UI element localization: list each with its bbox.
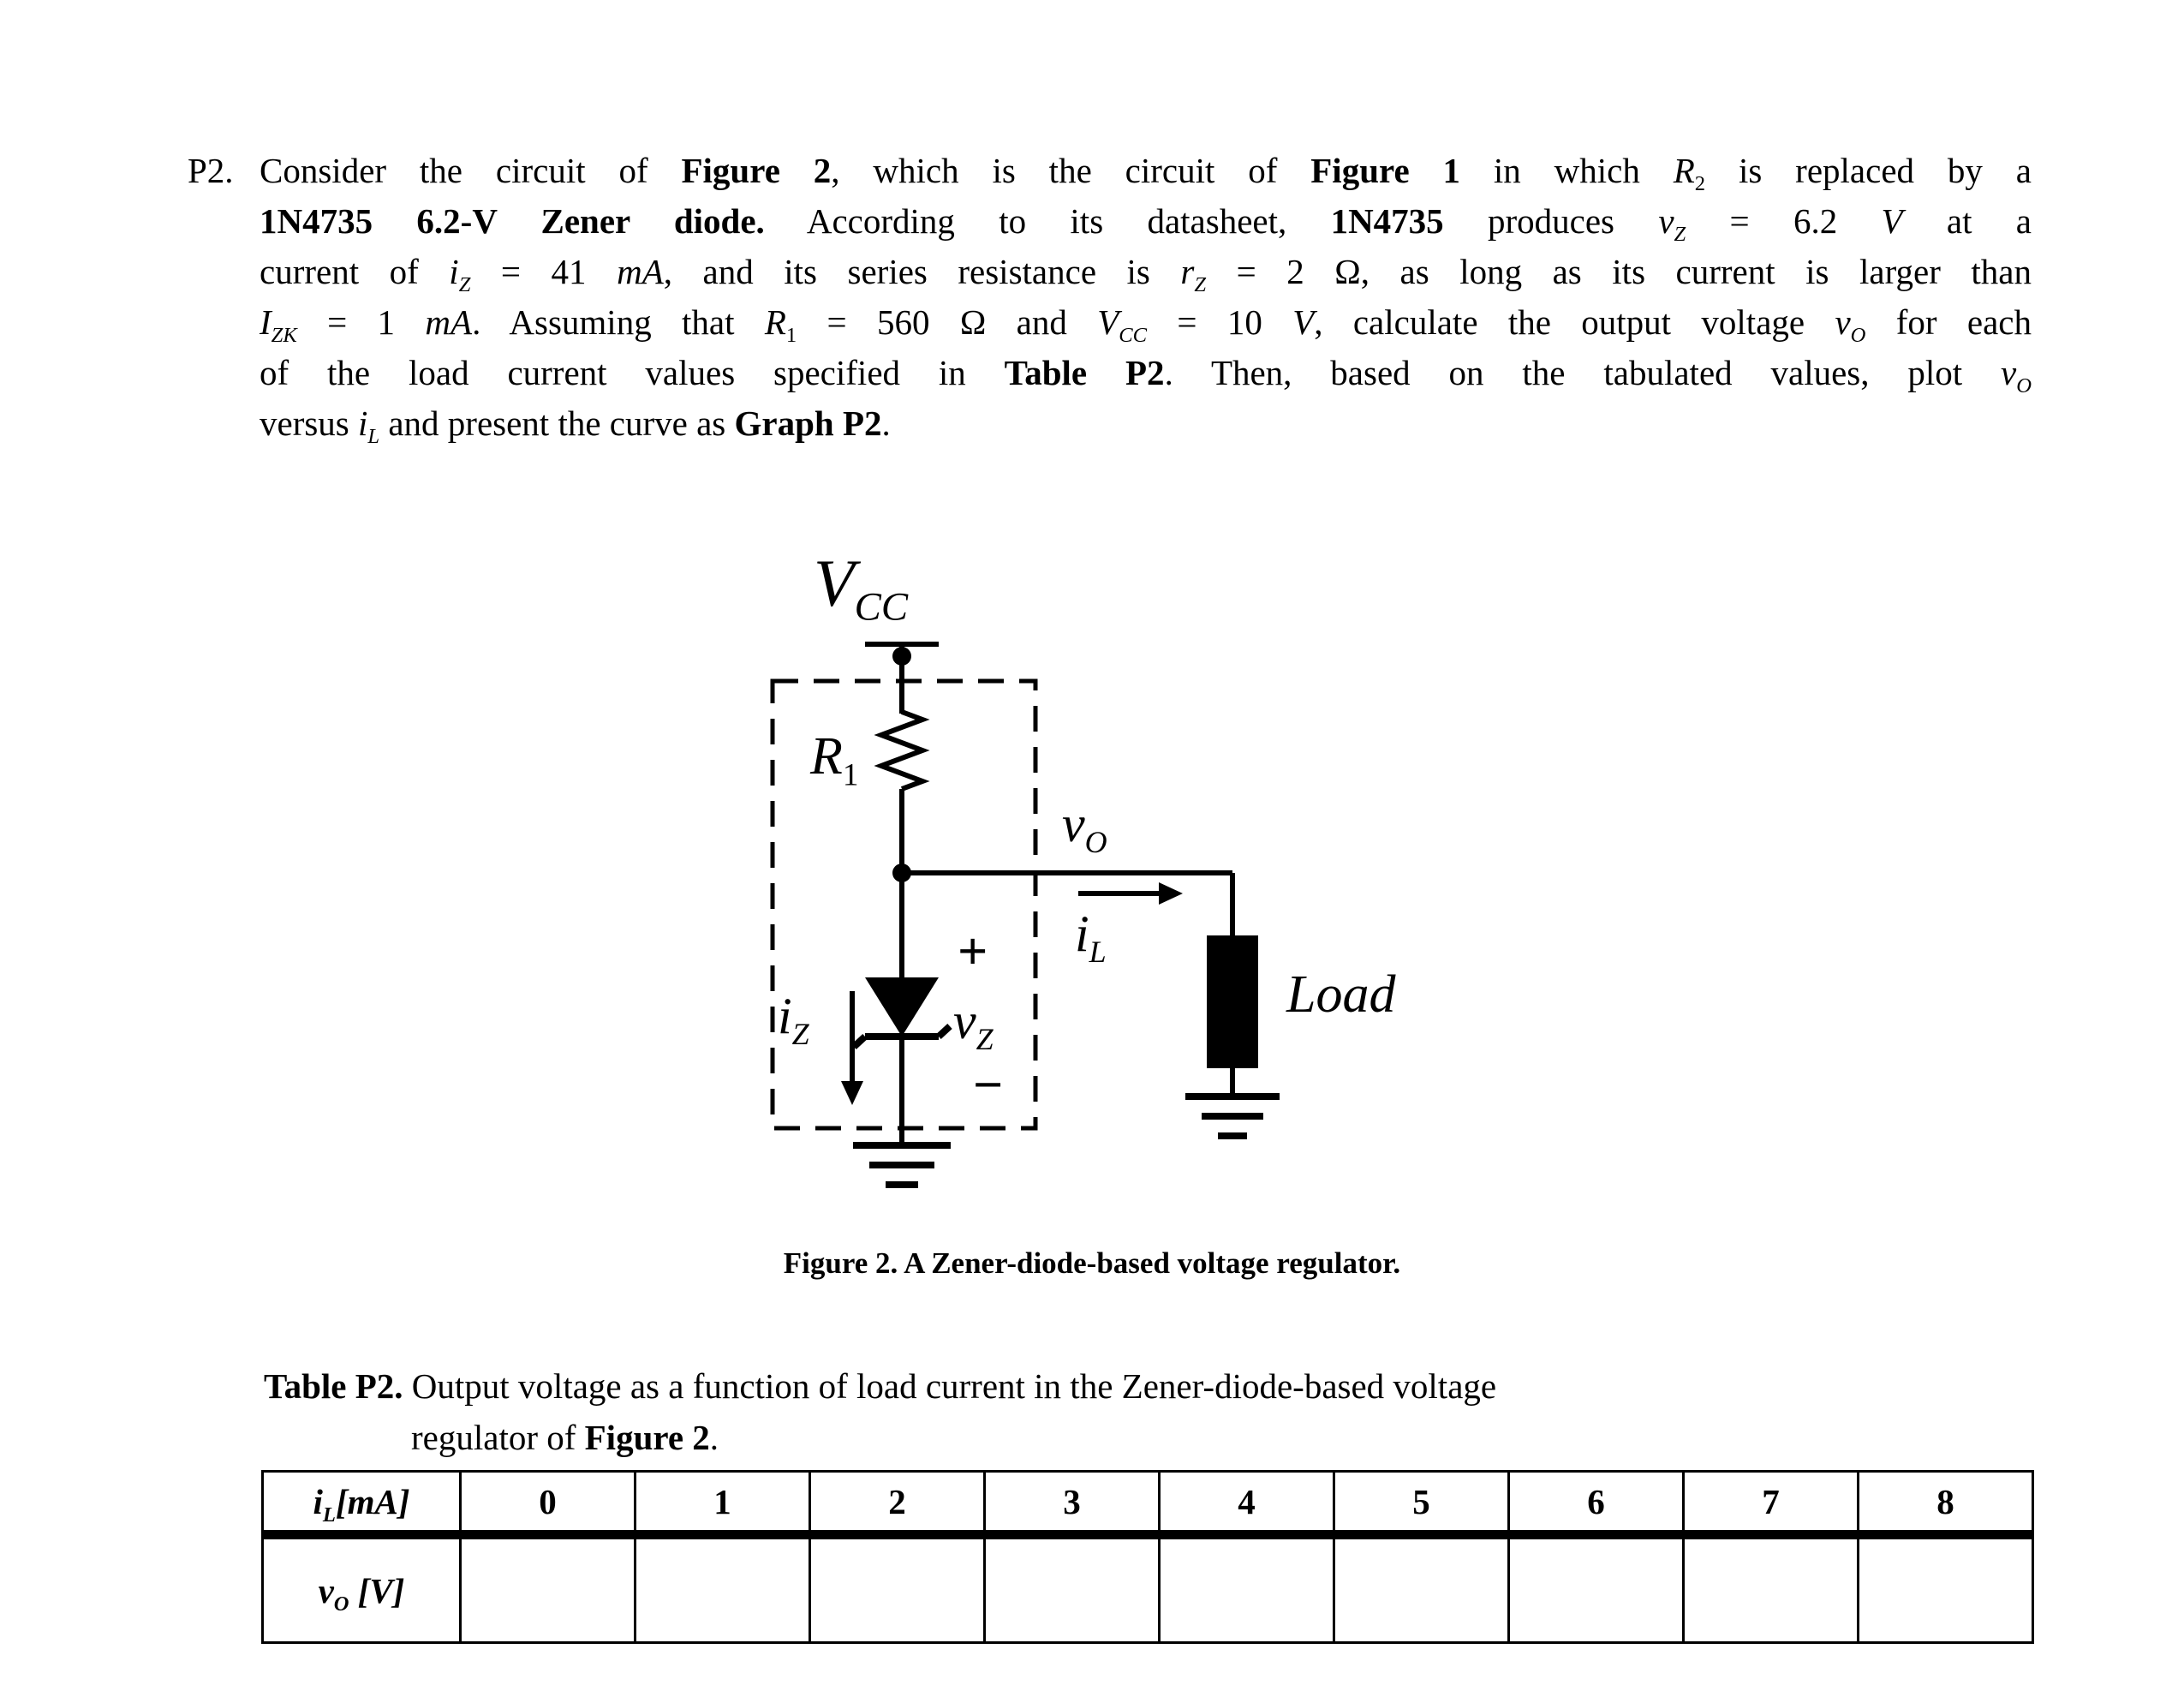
table-value-cell-4 (1160, 1535, 1334, 1643)
r1-label: $R_1$ (810, 727, 859, 793)
table-value-row (263, 1535, 2033, 1643)
table-row-label: $v_O$ [V] (263, 1535, 461, 1643)
table-header-row (263, 1472, 2033, 1535)
figure-caption: Figure 2. A Zener-diode-based voltage regulator. (783, 1246, 1401, 1280)
table-caption-line-2: regulator of Figure 2. (411, 1418, 719, 1457)
table-header-cell-3: 3 (985, 1472, 1160, 1535)
vz-label: $v_Z$ (953, 993, 994, 1056)
ground-symbol-load (1185, 1096, 1280, 1136)
problem-p2 (188, 146, 2038, 449)
paragraph-line: current of $i_Z = 41$ mA, and its series resistance is $r_Z = 2$ Ω, as long as its current is larger than (260, 252, 2032, 297)
table-header-cell-1: 1 (636, 1472, 810, 1535)
resistor-r1 (881, 712, 922, 789)
table-value-cell-6 (1509, 1535, 1684, 1643)
table-value-cell-8 (1859, 1535, 2033, 1643)
table-value-cell-7 (1684, 1535, 1859, 1643)
table-header-cell-8: 8 (1859, 1472, 2033, 1535)
paragraph-line: Consider the circuit of Figure 2, which is the circuit of Figure 1 in which $R_2$ is replaced by a (260, 151, 2032, 196)
table-header-cell-4: 4 (1160, 1472, 1334, 1535)
vcc-label: $V_{CC}$ (814, 546, 909, 630)
iz-label: $i_Z$ (778, 988, 809, 1051)
load-block (1207, 935, 1258, 1068)
table-header-cell-2: 2 (810, 1472, 985, 1535)
table-value-cell-2 (810, 1535, 985, 1643)
table-header-label: $i_L[mA]$ (263, 1472, 461, 1535)
il-current-arrow (1078, 882, 1183, 905)
ground-symbol-zener (853, 1145, 951, 1185)
table-value-cell-1 (636, 1535, 810, 1643)
paragraph-line: versus $i_L$ and present the curve as Graph P2. (260, 403, 891, 449)
load-label: Load (1286, 965, 1396, 1024)
table-value-cell-5 (1334, 1535, 1509, 1643)
output-node-dot (892, 863, 911, 882)
zener-diode-triangle (865, 977, 939, 1037)
table-header-cell-0: 0 (461, 1472, 636, 1535)
paragraph-line: $I_{ZK} = 1$ mA. Assuming that $R_1 = 560$ Ω and $V_{CC} = 10$ V, calculate the output voltage $v_O$ for each (260, 302, 2032, 348)
paragraph-line: of the load current values specified in Table P2. Then, based on the tabulated values, plot $v_O$ (260, 353, 2032, 398)
minus-sign: − (973, 1056, 1004, 1114)
table-caption (264, 1360, 2037, 1463)
table-header-cell-5: 5 (1334, 1472, 1509, 1535)
plus-sign: + (958, 923, 988, 981)
vo-label: $v_O$ (1062, 796, 1107, 859)
table-caption-line-1: Table P2. Output voltage as a function of load current in the Zener-diode-based voltage (264, 1366, 1497, 1406)
il-label: $i_L$ (1075, 905, 1107, 969)
circuit-svg (728, 548, 1542, 1285)
paragraph-line: 1N4735 6.2-V Zener diode. According to its datasheet, 1N4735 produces $v_Z = 6.2$ V at a (260, 201, 2032, 247)
circuit-diagram (728, 548, 1542, 1285)
table-value-cell-3 (985, 1535, 1160, 1643)
table-p2 (261, 1470, 2034, 1644)
iz-current-arrow (841, 991, 863, 1105)
table-value-cell-0 (461, 1535, 636, 1643)
problem-number: P2. (188, 151, 234, 190)
table-header-cell-7: 7 (1684, 1472, 1859, 1535)
problem-paragraph (260, 146, 2032, 449)
table-header-cell-6: 6 (1509, 1472, 1684, 1535)
vcc-node-dot (892, 647, 911, 666)
